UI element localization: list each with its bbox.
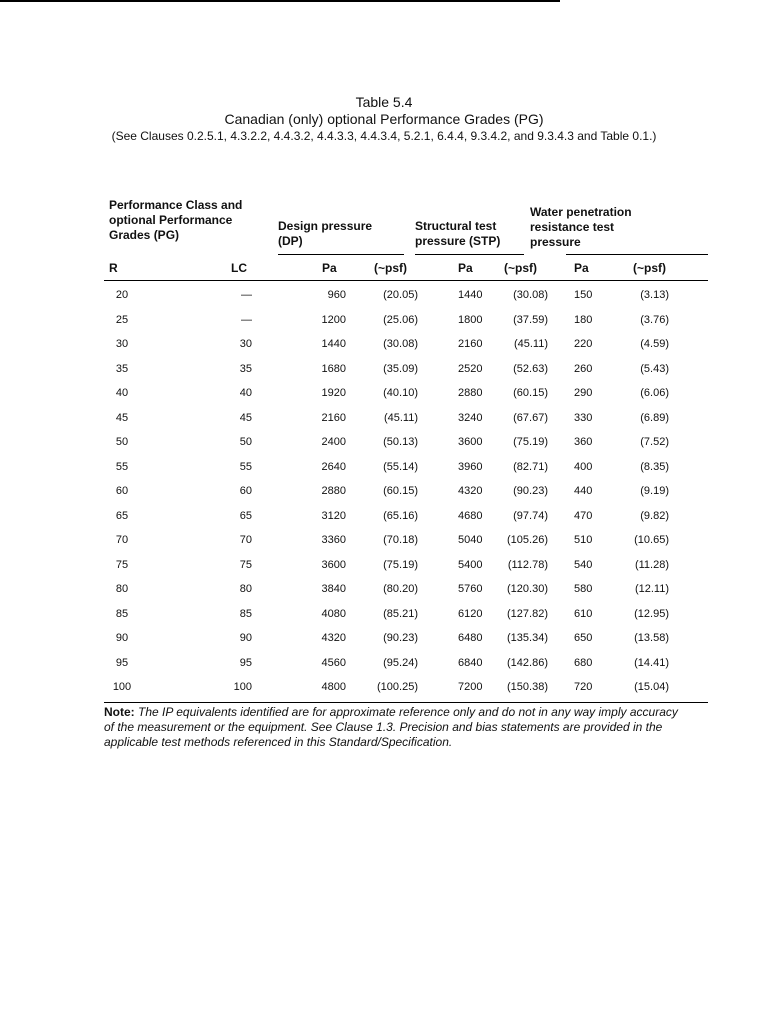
cell-wp-pa: 290 (574, 387, 593, 399)
cell-stp-psf: (97.74) (513, 509, 548, 522)
cell-wp-pa: 180 (574, 313, 593, 326)
cell-wp-psf: (10.65) (634, 534, 669, 546)
cell-dp-psf: (25.06) (383, 313, 418, 326)
cell-stp-pa: 5760 (458, 583, 483, 595)
cell-dp-pa: 1680 (321, 362, 346, 375)
cell-dp-psf: (20.05) (383, 289, 418, 301)
cell-stp-pa: 2160 (458, 338, 483, 350)
cell-lc: 80 (239, 583, 252, 595)
cell-stp-pa: 1440 (458, 289, 483, 301)
cell-lc: 65 (239, 509, 252, 522)
cell-wp-psf: (6.06) (640, 387, 669, 399)
cell-dp-pa: 1920 (321, 387, 346, 399)
cell-stp-pa: 1800 (458, 313, 483, 326)
cell-wp-pa: 540 (574, 558, 593, 571)
cell-r: 95 (115, 656, 129, 669)
cell-lc: 75 (239, 558, 252, 571)
cell-stp-psf: (37.59) (513, 313, 548, 326)
cell-stp-psf: (105.26) (507, 534, 548, 546)
cell-wp-psf: (14.41) (634, 656, 669, 669)
table-clauses: (See Clauses 0.2.5.1, 4.3.2.2, 4.4.3.2, 4.4.3.3, 4.4.3.4, 5.2.1, 6.4.4, 9.3.4.2, and 9.3.4.3 and Table 0.1.) (111, 129, 657, 143)
table-row (104, 528, 708, 553)
table-row (104, 651, 708, 676)
cell-r: 35 (115, 362, 129, 375)
subheader-dp-pa: Pa (322, 261, 337, 275)
cell-dp-pa: 1200 (321, 313, 346, 326)
cell-wp-pa: 150 (574, 289, 593, 301)
subheader-wp-psf: (~psf) (633, 261, 666, 275)
cell-dp-psf: (65.16) (383, 509, 418, 522)
cell-r: 25 (115, 313, 129, 326)
cell-wp-pa: 720 (574, 681, 593, 693)
cell-wp-pa: 260 (574, 362, 593, 375)
cell-wp-pa: 470 (574, 509, 593, 522)
cell-dp-pa: 1440 (321, 338, 346, 350)
table-row (104, 357, 708, 382)
cell-stp-pa: 2520 (458, 362, 483, 375)
cell-lc: 90 (239, 632, 252, 644)
cell-dp-pa: 3600 (321, 558, 346, 571)
cell-wp-pa: 360 (574, 436, 593, 448)
cell-stp-pa: 2880 (458, 387, 483, 399)
cell-wp-pa: 510 (574, 534, 593, 546)
header-performance-class: Performance Class and optional Performance Grades (PG) (109, 198, 243, 242)
cell-lc: 60 (239, 485, 252, 497)
cell-r: 100 (112, 681, 132, 693)
cell-stp-psf: (90.23) (513, 485, 548, 497)
cell-r: 90 (115, 632, 129, 644)
cell-stp-psf: (112.78) (507, 558, 548, 571)
performance-grades-table (104, 196, 708, 703)
cell-wp-pa: 610 (574, 607, 593, 620)
cell-wp-pa: 440 (574, 485, 593, 497)
table-row (104, 332, 708, 357)
table-row (104, 430, 708, 455)
cell-stp-psf: (82.71) (513, 460, 548, 473)
subheader-dp-psf: (~psf) (374, 261, 407, 275)
table-row (104, 308, 708, 333)
table-row (104, 455, 708, 480)
note-text: The IP equivalents identified are for approximate reference only and do not in any way imply accuracy of the measurement or the equipment. See Clause 1.3. Precision and bias statements are provided in the applicable test methods referenced in this Standard/Specification. (104, 705, 678, 749)
cell-dp-psf: (90.23) (383, 632, 418, 644)
cell-dp-psf: (30.08) (383, 338, 418, 350)
cell-lc: 35 (239, 362, 252, 375)
cell-dp-pa: 4800 (321, 681, 346, 693)
table-row (104, 577, 708, 602)
cell-wp-psf: (3.76) (640, 313, 669, 326)
cell-dp-pa: 4560 (321, 656, 346, 669)
table-subheader (104, 256, 708, 281)
cell-r: 85 (115, 607, 129, 620)
table-header (104, 196, 708, 256)
cell-wp-psf: (7.52) (640, 436, 669, 448)
cell-stp-psf: (127.82) (507, 607, 548, 620)
cell-wp-pa: 580 (574, 583, 593, 595)
cell-wp-pa: 400 (574, 460, 593, 473)
cell-dp-pa: 4080 (321, 607, 346, 620)
table-title: Canadian (only) optional Performance Grades (PG) (224, 111, 544, 127)
cell-lc: 50 (239, 436, 252, 448)
cell-lc: 55 (239, 460, 252, 473)
cell-stp-psf: (67.67) (513, 411, 548, 424)
cell-dp-psf: (55.14) (383, 460, 418, 473)
cell-wp-psf: (13.58) (634, 632, 669, 644)
cell-r: 55 (115, 460, 129, 473)
cell-stp-psf: (52.63) (513, 362, 548, 375)
header-design-pressure: Design pressure (DP) (278, 219, 373, 248)
cell-dp-psf: (50.13) (383, 436, 418, 448)
cell-dp-pa: 2640 (321, 460, 346, 473)
cell-lc: 45 (239, 411, 252, 424)
cell-stp-psf: (30.08) (513, 289, 548, 301)
cell-dp-psf: (40.10) (383, 387, 418, 399)
table-row (104, 553, 708, 578)
cell-r: 45 (115, 411, 129, 424)
table-body (104, 281, 708, 703)
cell-stp-psf: (75.19) (513, 436, 548, 448)
table-row (104, 283, 708, 308)
cell-dp-psf: (100.25) (377, 681, 418, 693)
table-row (104, 479, 708, 504)
subheader-stp-pa: Pa (458, 261, 473, 275)
cell-wp-pa: 220 (574, 338, 593, 350)
cell-wp-pa: 650 (574, 632, 593, 644)
cell-wp-psf: (12.11) (634, 583, 669, 595)
cell-dp-psf: (80.20) (383, 583, 418, 595)
cell-stp-psf: (45.11) (513, 338, 548, 350)
cell-dp-psf: (85.21) (383, 607, 418, 620)
cell-r: 30 (115, 338, 129, 350)
subheader-r: R (109, 261, 118, 275)
cell-r: 60 (115, 485, 129, 497)
cell-stp-pa: 6120 (458, 607, 483, 620)
note-label: Note: (104, 705, 135, 719)
table-caption (104, 94, 664, 144)
cell-r: 65 (115, 509, 129, 522)
table-note (104, 705, 684, 750)
cell-stp-pa: 3600 (458, 436, 483, 448)
cell-r: 70 (115, 534, 129, 546)
cell-stp-psf: (142.86) (507, 656, 548, 669)
cell-dp-psf: (95.24) (383, 656, 418, 669)
subheader-lc: LC (231, 261, 247, 275)
cell-stp-pa: 6480 (458, 632, 483, 644)
cell-wp-pa: 330 (574, 411, 593, 424)
top-rule (0, 0, 560, 2)
cell-wp-pa: 680 (574, 656, 593, 669)
cell-dp-pa: 3840 (321, 583, 346, 595)
header-rule-wp (566, 254, 708, 255)
cell-wp-psf: (11.28) (634, 558, 669, 571)
table-row (104, 406, 708, 431)
cell-wp-psf: (9.19) (640, 485, 669, 497)
cell-stp-pa: 3960 (458, 460, 483, 473)
cell-r: 40 (115, 387, 129, 399)
cell-dp-pa: 960 (327, 289, 346, 301)
cell-dp-pa: 3120 (321, 509, 346, 522)
cell-dp-psf: (75.19) (383, 558, 418, 571)
table-row (104, 626, 708, 651)
cell-wp-psf: (6.89) (640, 411, 669, 424)
cell-lc: 100 (233, 681, 252, 693)
cell-wp-psf: (9.82) (640, 509, 669, 522)
cell-wp-psf: (4.59) (640, 338, 669, 350)
cell-lc: 85 (239, 607, 252, 620)
cell-wp-psf: (5.43) (640, 362, 669, 375)
header-structural-test: Structural test pressure (STP) (415, 219, 501, 248)
cell-stp-pa: 5040 (458, 534, 483, 546)
cell-dp-psf: (45.11) (383, 411, 418, 424)
cell-dp-pa: 2160 (321, 411, 346, 424)
cell-stp-pa: 3240 (458, 411, 483, 424)
cell-r: 75 (115, 558, 129, 571)
cell-stp-psf: (150.38) (507, 681, 548, 693)
cell-stp-pa: 7200 (458, 681, 483, 693)
cell-stp-pa: 6840 (458, 656, 483, 669)
cell-lc: — (241, 313, 252, 326)
cell-stp-psf: (120.30) (507, 583, 548, 595)
cell-stp-psf: (60.15) (513, 387, 548, 399)
table-row (104, 675, 708, 700)
cell-lc: 40 (239, 387, 252, 399)
cell-wp-psf: (8.35) (640, 460, 669, 473)
cell-dp-psf: (35.09) (383, 362, 418, 375)
cell-dp-pa: 2880 (321, 485, 346, 497)
cell-wp-psf: (3.13) (640, 289, 669, 301)
table-row (104, 504, 708, 529)
cell-dp-pa: 2400 (321, 436, 346, 448)
cell-lc: 30 (239, 338, 252, 350)
cell-stp-pa: 5400 (458, 558, 483, 571)
cell-lc: 95 (239, 656, 252, 669)
header-rule-stp (415, 254, 524, 255)
cell-lc: — (241, 289, 252, 301)
cell-stp-pa: 4320 (458, 485, 483, 497)
cell-wp-psf: (12.95) (634, 607, 669, 620)
cell-dp-pa: 3360 (321, 534, 346, 546)
cell-r: 80 (115, 583, 129, 595)
cell-dp-psf: (60.15) (383, 485, 418, 497)
table-number: Table 5.4 (355, 94, 413, 110)
header-rule-dp (278, 254, 404, 255)
subheader-stp-psf: (~psf) (504, 261, 537, 275)
cell-stp-pa: 4680 (458, 509, 483, 522)
table-row (104, 381, 708, 406)
table-row (104, 602, 708, 627)
header-water-penetration: Water penetration resistance test pressure (530, 205, 632, 249)
cell-r: 50 (115, 436, 129, 448)
subheader-wp-pa: Pa (574, 261, 589, 275)
cell-dp-psf: (70.18) (383, 534, 418, 546)
cell-lc: 70 (239, 534, 252, 546)
cell-dp-pa: 4320 (321, 632, 346, 644)
cell-r: 20 (115, 289, 129, 301)
cell-stp-psf: (135.34) (507, 632, 548, 644)
cell-wp-psf: (15.04) (634, 681, 669, 693)
